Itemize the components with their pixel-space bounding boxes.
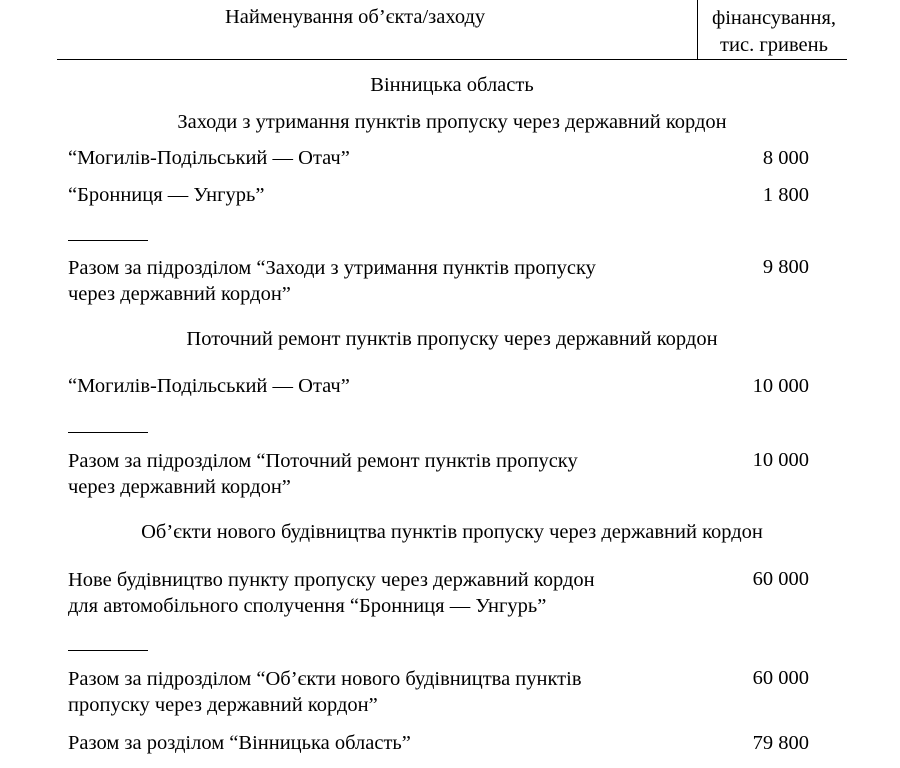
section-title: Поточний ремонт пунктів пропуску через державний кордон — [186, 328, 718, 350]
subtotal-label — [68, 255, 688, 307]
item-amount: 60 000 — [752, 568, 809, 590]
item-name-line2: для автомобільного сполучення “Бронниця — Унгурь” — [68, 595, 547, 617]
item-name-line1: Нове будівництво пункту пропуску через державний кордон — [68, 569, 595, 591]
subtotal-label-line1: Разом за підрозділом “Поточний ремонт пунктів пропуску — [68, 450, 578, 472]
subtotal-label-line2: через державний кордон” — [68, 476, 291, 498]
item-name — [68, 567, 688, 619]
item-name: “Могилів-Подільський — Отач” — [68, 375, 350, 397]
section-title: Заходи з утримання пунктів пропуску через державний кордон — [177, 111, 727, 133]
column-header-amount — [700, 5, 848, 59]
subtotal-label-line1: Разом за підрозділом “Заходи з утримання пунктів пропуску — [68, 257, 596, 279]
region-title: Вінницька область — [370, 74, 534, 96]
item-name: “Бронниця — Унгурь” — [68, 184, 265, 206]
subtotal-label — [68, 448, 688, 500]
item-amount: 8 000 — [762, 147, 809, 169]
subtotal-label-line2: пропуску через державний кордон” — [68, 694, 378, 716]
subtotal-label-line2: через державний кордон” — [68, 283, 291, 305]
separator-dash — [68, 240, 148, 241]
header-column-divider — [697, 0, 698, 59]
item-name: “Могилів-Подільський — Отач” — [68, 147, 350, 169]
subtotal-amount: 60 000 — [752, 667, 809, 689]
column-header-name: Найменування об’єкта/заходу — [225, 6, 486, 28]
header-bottom-rule — [57, 59, 847, 60]
subtotal-amount: 10 000 — [752, 449, 809, 471]
section-title: Об’єкти нового будівництва пунктів пропуску через державний кордон — [141, 521, 763, 543]
column-header-amount-line2: тис. гривень — [720, 34, 828, 56]
subtotal-amount: 9 800 — [762, 256, 809, 278]
subtotal-label-line1: Разом за підрозділом “Об’єкти нового будівництва пунктів — [68, 668, 582, 690]
item-amount: 10 000 — [752, 375, 809, 397]
column-header-amount-line1: фінансування, — [711, 7, 837, 29]
item-amount: 1 800 — [762, 184, 809, 206]
region-total-label: Разом за розділом “Вінницька область” — [68, 732, 411, 754]
subtotal-label — [68, 666, 688, 718]
separator-dash — [68, 650, 148, 651]
region-total-amount: 79 800 — [752, 732, 809, 754]
separator-dash — [68, 432, 148, 433]
